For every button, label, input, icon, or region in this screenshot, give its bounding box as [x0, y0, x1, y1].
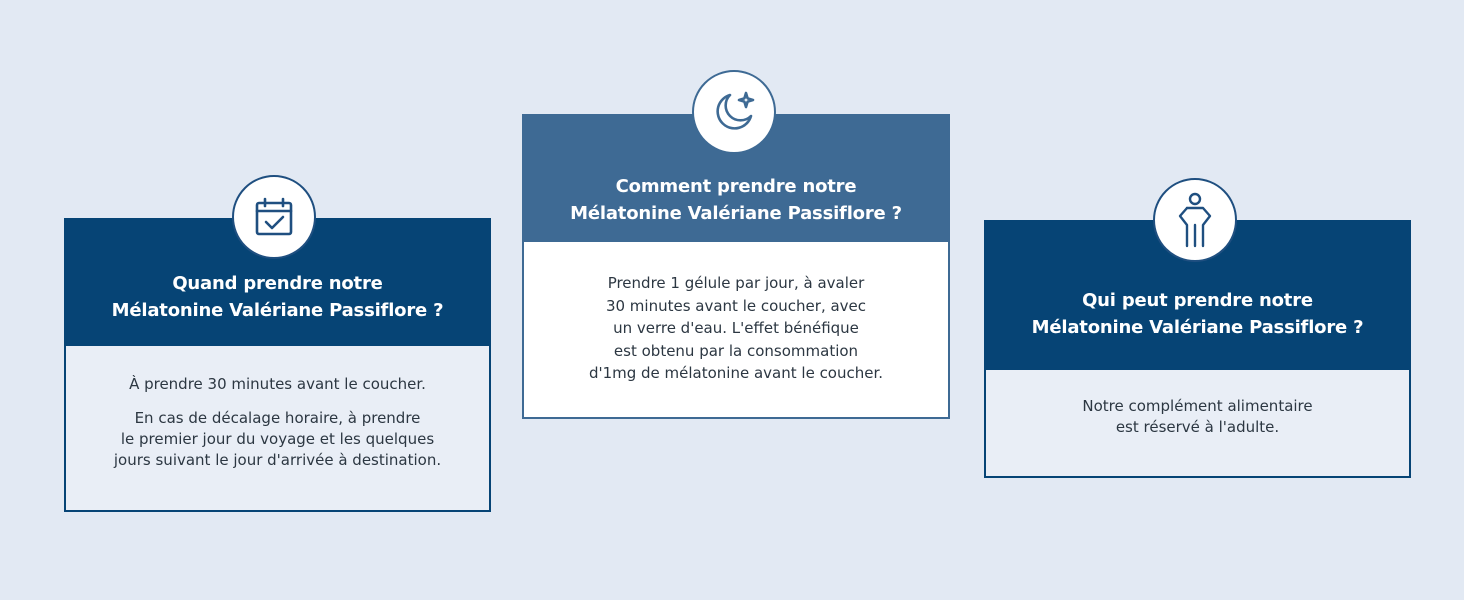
card-text-line: est réservé à l'adulte. [1115, 418, 1280, 436]
card-text-line: jours suivant le jour d'arrivée à destination. [113, 451, 442, 469]
card-body [522, 242, 950, 419]
card-title-line: Mélatonine Valériane Passiflore ? [570, 203, 902, 224]
card-title-line: Quand prendre notre [172, 273, 383, 294]
card-paragraph [1082, 396, 1312, 438]
card-text-line: Prendre 1 gélule par jour, à avaler [607, 274, 865, 292]
card-text-line: En cas de décalage horaire, à prendre [134, 409, 421, 427]
card-title-line: Comment prendre notre [615, 176, 857, 197]
card-paragraph [129, 374, 426, 395]
card-title-line: Mélatonine Valériane Passiflore ? [111, 300, 444, 321]
card-text-line: un verre d'eau. L'effet bénéfique [613, 319, 859, 337]
card-title-line: Qui peut prendre notre [1082, 290, 1313, 311]
card-text-line: est obtenu par la consommation [613, 341, 859, 360]
card-paragraph [589, 272, 883, 385]
adult-person-icon [1153, 178, 1237, 262]
card-title-line: Mélatonine Valériane Passiflore ? [1031, 317, 1364, 338]
card-when-to-take [64, 218, 491, 512]
calendar-check-icon [232, 175, 316, 259]
card-how-to-take [522, 114, 950, 419]
card-paragraph [114, 408, 441, 471]
card-text-line: À prendre 30 minutes avant le coucher. [129, 375, 426, 393]
card-body [984, 370, 1411, 478]
card-text-line: 30 minutes avant le coucher, avec [605, 296, 867, 315]
card-text-line: d'1mg de mélatonine avant le coucher. [588, 364, 884, 382]
card-text-line: Notre complément alimentaire [1082, 397, 1313, 415]
card-body [64, 346, 491, 512]
card-text-line: le premier jour du voyage et les quelques [120, 430, 435, 448]
moon-star-icon [692, 70, 776, 154]
